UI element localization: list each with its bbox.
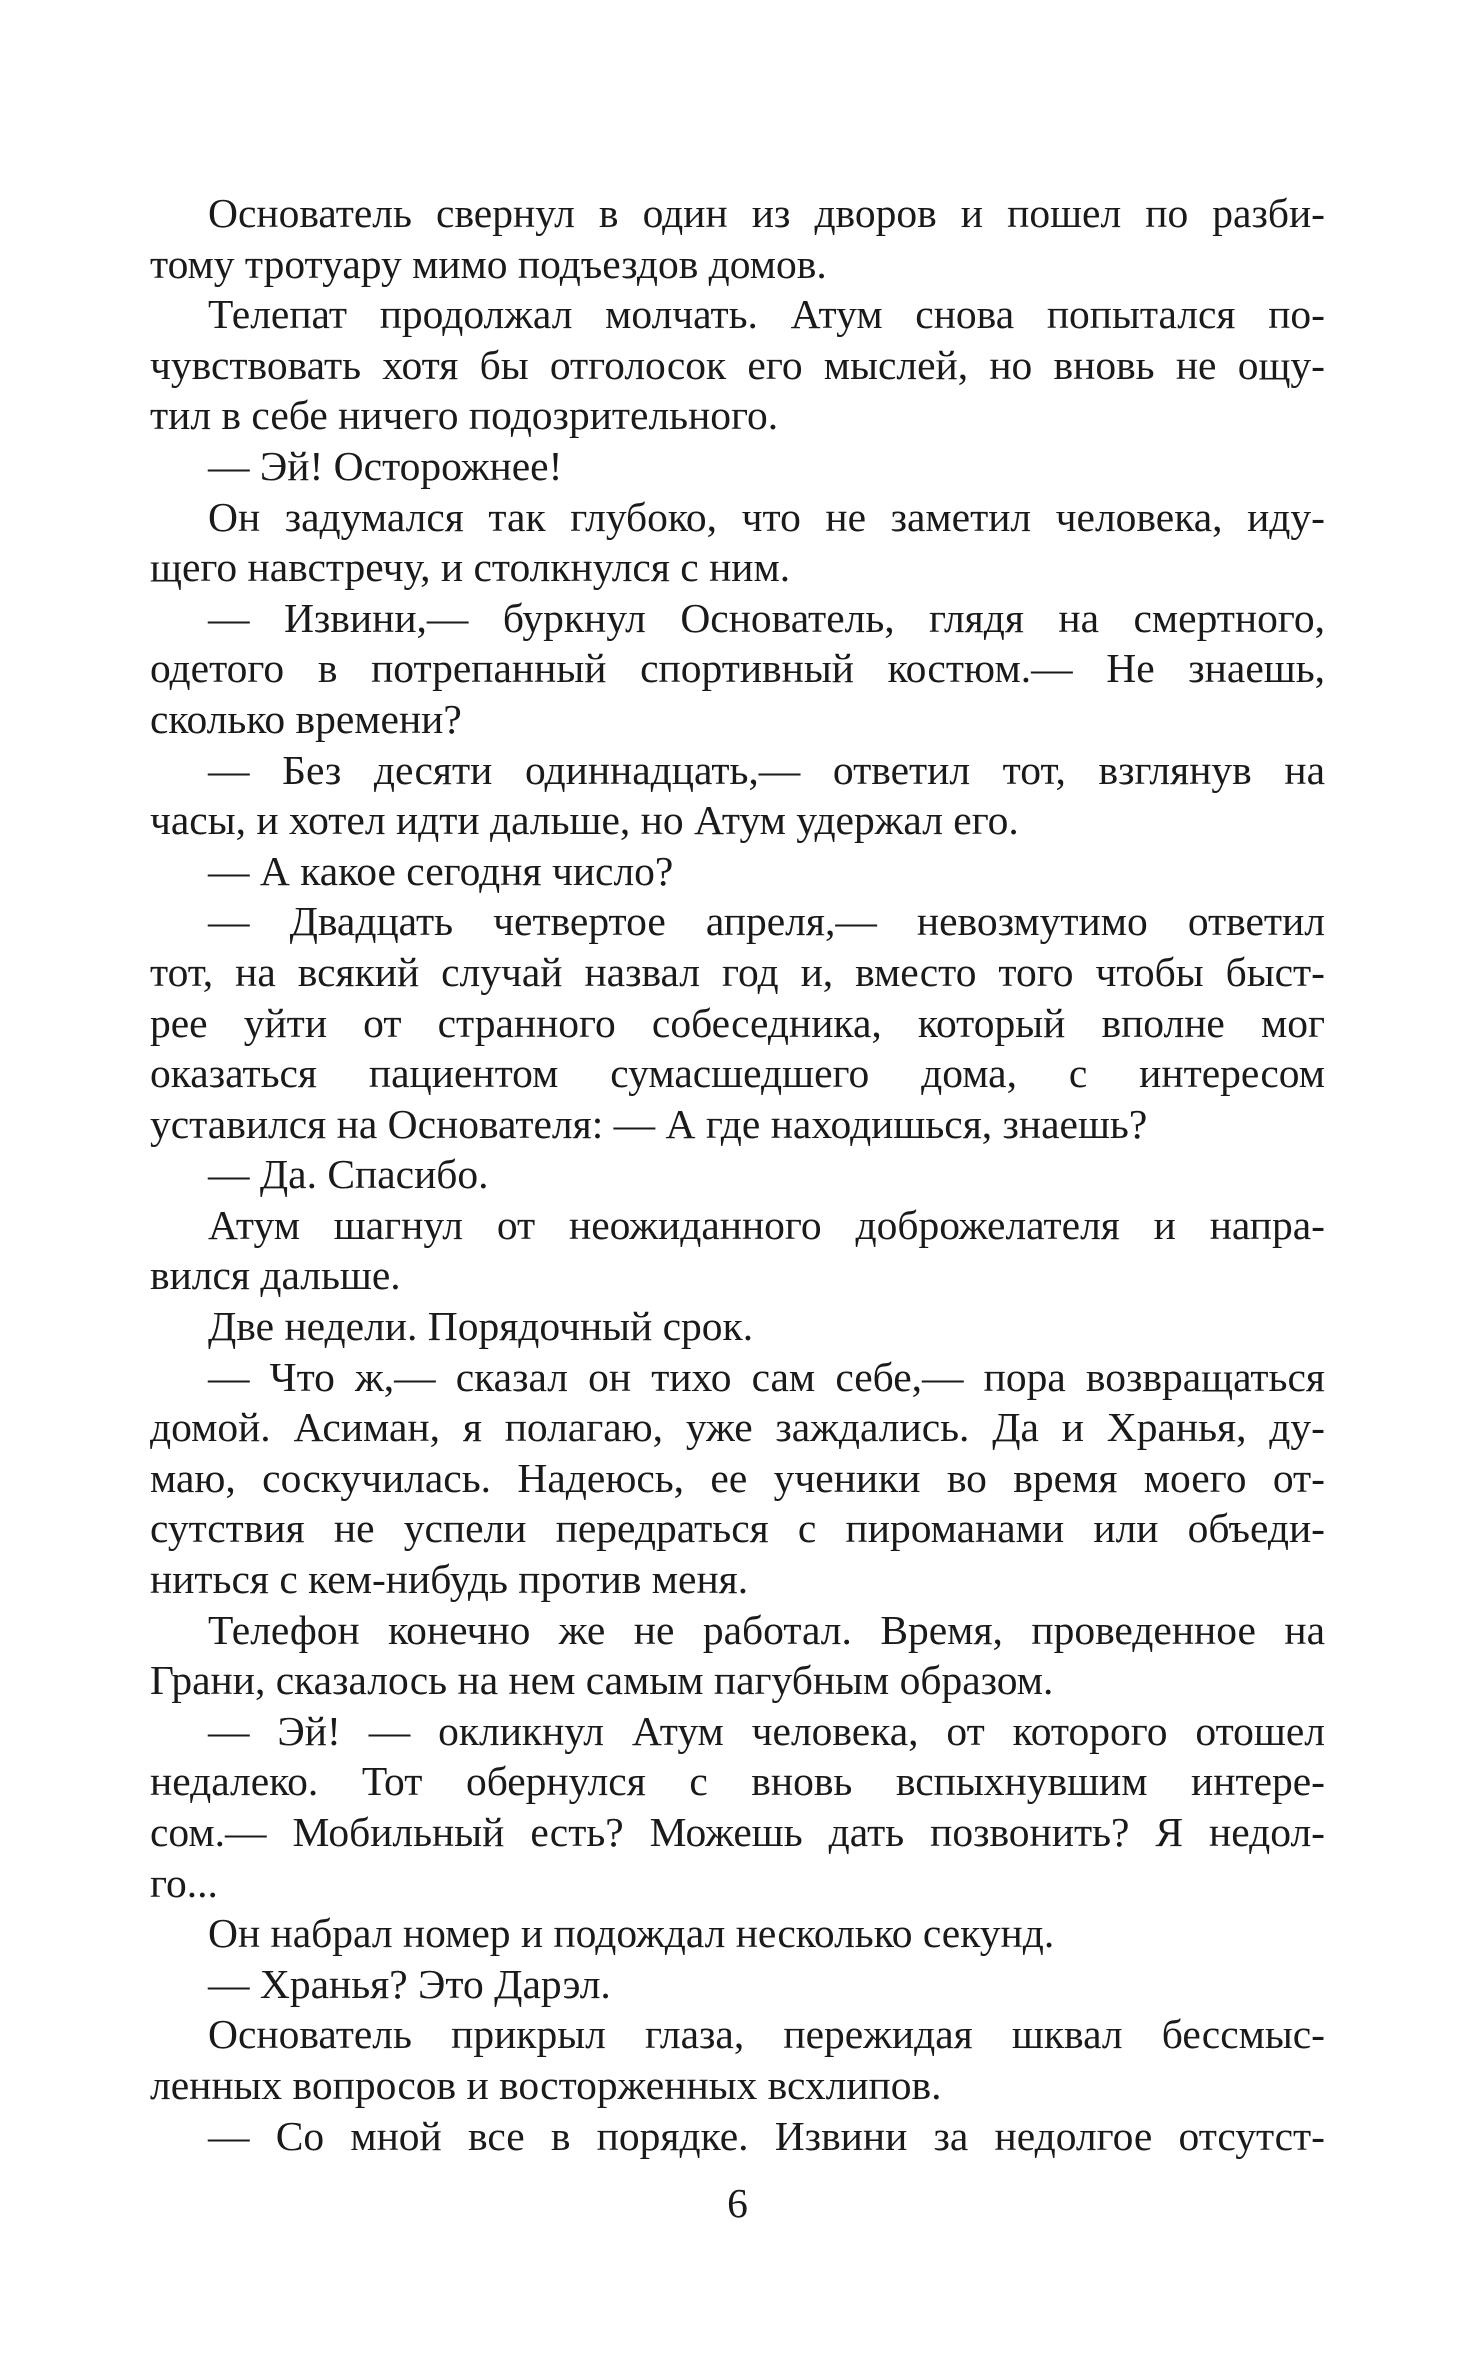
text-line: Основатель прикрыл глаза, пережидая шквал бессмыс- [208,2011,1325,2058]
text-line: — Что ж,— сказал он тихо сам себе,— пора возвращаться [208,1353,1325,1400]
text-line: — Двадцать четвертое апреля,— невозмутимо ответил [208,898,1325,945]
text-line: Телефон конечно же не работал. Время, проведенное на [208,1606,1325,1653]
text-line: одетого в потрепанный спортивный костюм.— Не знаешь, [150,645,1325,692]
text-line: Две недели. Порядочный срок. [208,1303,754,1350]
text-line: вился дальше. [150,1252,401,1299]
text-line: недалеко. Тот обернулся с вновь вспыхнувшим интере- [150,1758,1325,1805]
text-line: уставился на Основателя: — А где находишься, знаешь? [150,1100,1148,1147]
text-line: ленных вопросов и восторженных всхлипов. [150,2061,942,2108]
text-line: часы, и хотел идти дальше, но Атум удержал его. [150,797,1019,844]
text-line: го... [150,1859,218,1906]
text-line: — Да. Спасибо. [208,1151,489,1198]
text-line: чувствовать хотя бы отголосок его мыслей, но вновь не ощу- [150,341,1325,388]
text-line: Атум шагнул от неожиданного доброжелателя и напра- [208,1201,1325,1248]
text-line: — Эй! — окликнул Атум человека, от которого отошел [208,1707,1325,1754]
text-line: домой. Асиман, я полагаю, уже заждались. Да и Хранья, ду- [150,1404,1325,1451]
text-line: сутствия не успели передраться с пироманами или объеди- [150,1505,1325,1552]
body-text [150,188,1325,2161]
text-line: — Эй! Осторожнее! [208,442,563,489]
text-line: Он набрал номер и подождал несколько секунд. [208,1910,1055,1957]
text-line: сколько времени? [150,695,462,742]
text-line: тому тротуару мимо подъездов домов. [150,240,827,287]
text-line: тот, на всякий случай назвал год и, вместо того чтобы быст- [150,948,1325,995]
text-line: — Хранья? Это Дарэл. [208,1960,611,2007]
text-line: маю, соскучилась. Надеюсь, ее ученики во время моего от- [150,1454,1325,1501]
text-line: — Без десяти одиннадцать,— ответил тот, взглянув на [208,746,1325,793]
text-line: — Извини,— буркнул Основатель, глядя на смертного, [208,594,1325,641]
text-line: сом.— Мобильный есть? Можешь дать позвонить? Я недол- [150,1809,1325,1855]
page-number: 6 [727,2180,748,2226]
text-line: Телепат продолжал молчать. Атум снова попытался по- [208,291,1325,338]
text-line: рее уйти от странного собеседника, который вполне мог [150,999,1325,1046]
text-line: оказаться пациентом сумасшедшего дома, с интересом [150,1050,1325,1097]
text-line: — Со мной все в порядке. Извини за недолгое отсутст- [208,2112,1325,2159]
text-line: тил в себе ничего подозрительного. [150,392,779,439]
text-line: — А какое сегодня число? [208,847,674,894]
text-line: ниться с кем-нибудь против меня. [150,1556,749,1603]
text-line: щего навстречу, и столкнулся с ним. [150,544,791,591]
text-line: Он задумался так глубоко, что не заметил человека, иду- [208,493,1325,540]
text-line: Грани, сказалось на нем самым пагубным образом. [150,1657,1054,1704]
text-line: Основатель свернул в один из дворов и пошел по разби- [208,190,1325,236]
